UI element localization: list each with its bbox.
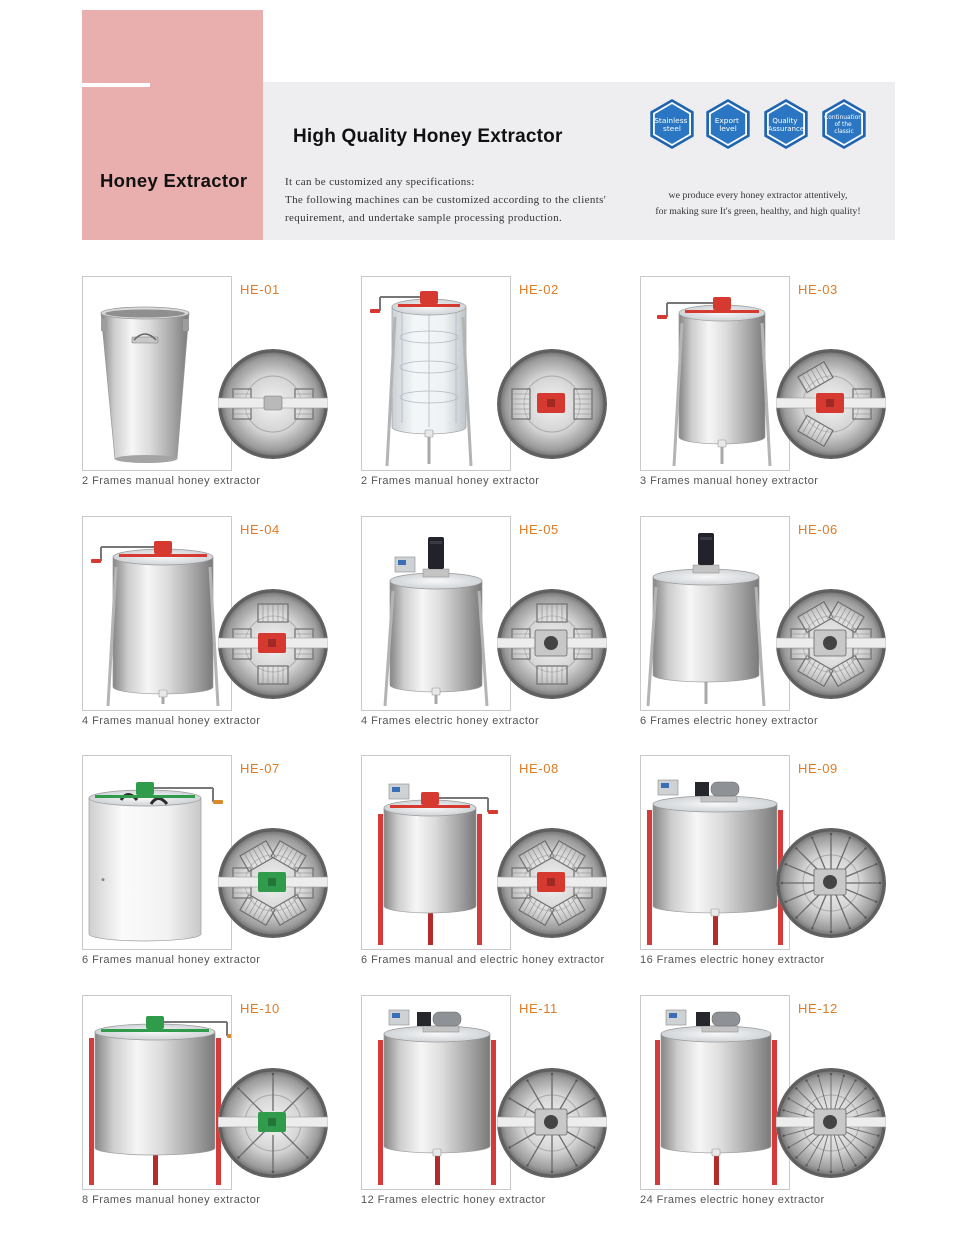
product-detail-photo [497,828,607,938]
gear-housing [713,297,731,310]
detail-graphic [776,349,886,459]
spoke-end [785,901,787,903]
detail-graphic [497,589,607,699]
spoke-end [272,1073,274,1075]
product-caption: 2 Frames manual honey extractor [82,475,261,487]
product-card-he-02[interactable] [361,276,631,491]
product-code: HE-01 [240,282,280,297]
product-caption: 12 Frames electric honey extractor [361,1194,546,1206]
product-card-he-08[interactable] [361,755,631,970]
product-caption: 3 Frames manual honey extractor [640,475,819,487]
drum-body [679,313,765,444]
product-photo [82,995,232,1190]
detail-graphic [776,589,886,699]
crank-knob [213,800,223,804]
product-code: HE-02 [519,282,559,297]
product-detail-photo [776,1068,886,1178]
badge-line: level [719,124,737,133]
drum-body [89,798,201,941]
product-code: HE-07 [240,761,280,776]
gear-housing [146,1016,164,1029]
product-photo-graphic [362,756,510,949]
honey-gate [159,690,167,697]
leg [89,1038,94,1185]
product-photo [361,755,511,950]
gear-hub-detail [826,399,834,407]
control-display [669,1013,677,1018]
product-card-he-12[interactable] [640,995,910,1210]
spoke-end [526,1079,528,1081]
spoke-end [795,1156,797,1158]
drum-body [661,1034,771,1153]
intro-line: The following machines can be customized according to the clients' [285,194,607,206]
drum-body [101,313,189,459]
banner-title: High Quality Honey Extractor [293,126,563,147]
spoke-end [879,882,881,884]
spoke-end [575,1079,577,1081]
spoke-end [875,863,877,865]
vent-dot [102,878,105,881]
spoke-end [830,931,832,933]
spoke-end [811,837,813,839]
product-photo [361,516,511,711]
crossbar [95,795,195,798]
crank-knob [370,309,380,313]
quality-badges [648,98,870,152]
product-photo-graphic [362,996,510,1189]
intro-text [285,173,606,227]
badge-continuation-classic [822,99,865,149]
crossbar [390,805,470,808]
product-card-he-10[interactable] [82,995,352,1210]
motor-cap [700,537,712,540]
product-photo [361,995,511,1190]
product-detail-photo [776,589,886,699]
badge-export-level [706,99,749,149]
motor [711,782,739,796]
spoke-end [864,1156,866,1158]
product-photo-graphic [641,756,789,949]
product-caption: 16 Frames electric honey extractor [640,954,825,966]
spoke-end [854,1164,856,1166]
spoke-end [877,1109,879,1111]
tagline [628,188,888,220]
product-photo [640,995,790,1190]
product-card-he-04[interactable] [82,516,352,731]
detail-graphic [218,1068,328,1178]
spoke-end [864,916,866,918]
motor-controller [696,1012,710,1026]
product-detail-photo [218,349,328,459]
product-photo-graphic [641,996,789,1189]
detail-graphic [776,828,886,938]
product-detail-photo [776,828,886,938]
gear-hub-detail [268,639,276,647]
intro-banner [263,82,895,240]
spoke-end [843,1169,845,1171]
product-photo-graphic [362,517,510,710]
spoke-end [843,1075,845,1077]
spoke-end [830,1171,832,1173]
leg [655,1040,660,1185]
product-code: HE-12 [798,1001,838,1016]
product-detail-photo [218,589,328,699]
badge-line: of the [834,122,852,128]
gear-hub-detail [268,1118,276,1126]
product-photo [82,516,232,711]
drum-opening [105,310,185,318]
crank-knob [227,1034,231,1038]
honey-gate [718,440,726,447]
motor-base [423,1026,459,1032]
spoke-end [849,927,851,929]
leg [378,1040,383,1185]
badge-line: Continuation [824,115,862,121]
side-tab [101,319,107,331]
gear-hub-detail [268,878,276,886]
spoke-end [795,1087,797,1089]
tagline-line: we produce every honey extractor attentively, [668,190,848,201]
spoke-end [817,1169,819,1171]
gear-hub-detail [547,399,555,407]
motor-hub-center [823,636,837,650]
motor-base [702,1026,738,1032]
spoke-end [306,1087,308,1089]
spoke-end [817,1075,819,1077]
crossbar [398,304,460,307]
motor-controller [695,782,709,796]
motor-hub-center [823,875,837,889]
motor-cap [430,541,442,544]
control-display [661,783,669,788]
crank-knob [657,315,667,319]
spoke-end [805,1164,807,1166]
control-display [398,560,406,565]
product-code: HE-06 [798,522,838,537]
badge-text [768,117,804,133]
product-photo [640,276,790,471]
spoke-end [237,1087,239,1089]
intro-line: requirement, and undertake sample processing production. [285,212,563,224]
spoke-end [795,916,797,918]
product-code: HE-04 [240,522,280,537]
product-photo [82,276,232,471]
badge-line: Export [714,116,739,125]
product-photo-graphic [83,756,231,949]
product-photo-graphic [83,517,231,710]
badge-line: Stainless [654,116,688,125]
product-code: HE-09 [798,761,838,776]
product-detail-photo [497,349,607,459]
spoke-end [864,847,866,849]
product-card-he-07[interactable] [82,755,352,970]
accent-line [82,83,150,87]
crossbar [119,554,207,557]
detail-graphic [497,828,607,938]
product-photo-graphic [641,277,789,470]
product-photo [82,755,232,950]
product-photo-graphic [83,996,231,1189]
spoke-end [526,1164,528,1166]
leg [477,814,482,945]
leg [491,1040,496,1185]
spoke-end [593,1097,595,1099]
badge-line: steel [663,124,681,133]
honey-gate [712,1149,720,1156]
motor-hub-center [544,1115,558,1129]
spoke-end [877,1135,879,1137]
spoke-end [805,1079,807,1081]
honey-gate [711,909,719,916]
product-caption: 24 Frames electric honey extractor [640,1194,825,1206]
spoke-end [508,1097,510,1099]
spoke-end [306,1156,308,1158]
product-code: HE-03 [798,282,838,297]
leg [378,814,383,945]
section-header-panel [82,10,263,240]
motor-base [423,569,449,577]
badge-line: Quality [772,117,798,125]
detail-graphic [776,1068,886,1178]
crank-knob [488,810,498,814]
product-code: HE-08 [519,761,559,776]
spoke-end [272,1171,274,1173]
crossbar [685,310,759,313]
motor-base [701,796,737,802]
spoke-end [551,1073,553,1075]
product-code: HE-05 [519,522,559,537]
control-display [392,787,400,792]
product-card-he-11[interactable] [361,995,631,1210]
product-detail-photo [218,1068,328,1178]
spoke-end [795,847,797,849]
badge-line: classic [834,129,854,135]
gear-housing [420,291,438,304]
spoke-end [785,863,787,865]
spoke-end [551,1171,553,1173]
product-card-he-09[interactable] [640,755,910,970]
drum-body [384,1034,490,1153]
side-tab [183,319,189,331]
product-detail-photo [497,1068,607,1178]
spoke-end [849,837,851,839]
spoke-end [872,1146,874,1148]
product-photo [640,516,790,711]
product-card-he-01[interactable] [82,276,352,491]
spoke-end [830,1073,832,1075]
product-detail-photo [776,349,886,459]
product-caption: 6 Frames electric honey extractor [640,715,819,727]
product-caption: 4 Frames manual honey extractor [82,715,261,727]
badge-line: Assurance [767,125,805,133]
product-photo-graphic [641,517,789,710]
tagline-line: for making sure It's green, healthy, and high quality! [655,206,861,217]
detail-graphic [218,828,328,938]
spoke-end [854,1079,856,1081]
drum-body [390,581,482,692]
detail-graphic [218,589,328,699]
product-detail-photo [497,589,607,699]
motor-base [693,565,719,573]
spoke-end [575,1164,577,1166]
drum-body [95,1032,215,1155]
spoke-end [864,1087,866,1089]
spoke-end [787,1146,789,1148]
leg [647,810,652,945]
section-title: Honey Extractor [100,170,248,191]
product-caption: 8 Frames manual honey extractor [82,1194,261,1206]
control-display [392,1013,400,1018]
drum-body [384,808,476,913]
product-photo-graphic [83,277,231,470]
badge-stainless-steel [650,99,693,149]
gear-housing [136,782,154,795]
product-card-he-05[interactable] [361,516,631,731]
detail-graphic [497,1068,607,1178]
gear-housing [154,541,172,554]
motor [712,1012,740,1026]
spoke-end [875,901,877,903]
motor-hub-center [544,636,558,650]
product-photo-graphic [362,277,510,470]
motor-hub-center [823,1115,837,1129]
intro-line: It can be customized any specifications: [285,176,475,188]
product-detail-photo [218,828,328,938]
detail-graphic [497,349,607,459]
product-caption: 2 Frames manual honey extractor [361,475,540,487]
spoke-end [872,1097,874,1099]
spoke-end [783,1135,785,1137]
gear-housing [421,792,439,805]
product-caption: 6 Frames manual and electric honey extractor [361,954,605,966]
drum-body [113,557,213,694]
honey-gate [425,430,433,437]
honey-gate [433,1149,441,1156]
product-caption: 6 Frames manual honey extractor [82,954,261,966]
spoke-end [783,1109,785,1111]
honey-gate [432,688,440,695]
spoke-end [781,882,783,884]
spoke-end [237,1156,239,1158]
spoke-end [811,927,813,929]
product-caption: 4 Frames electric honey extractor [361,715,540,727]
spoke-end [830,833,832,835]
drum-body [653,577,759,682]
gear-hub-detail [547,878,555,886]
spoke-end [508,1146,510,1148]
motor-controller [417,1012,431,1026]
product-card-he-06[interactable] [640,516,910,731]
drum-body [653,804,777,913]
crossbar [101,1029,209,1032]
badge-quality-assurance [764,99,807,149]
gear-hub [264,396,282,410]
spoke-end [593,1146,595,1148]
product-card-he-03[interactable] [640,276,910,491]
product-photo [361,276,511,471]
product-code: HE-11 [519,1001,558,1016]
detail-graphic [218,349,328,459]
product-code: HE-10 [240,1001,280,1016]
product-photo [640,755,790,950]
spoke-end [787,1097,789,1099]
motor [433,1012,461,1026]
drum-bottom [115,455,177,463]
crank-knob [91,559,101,563]
